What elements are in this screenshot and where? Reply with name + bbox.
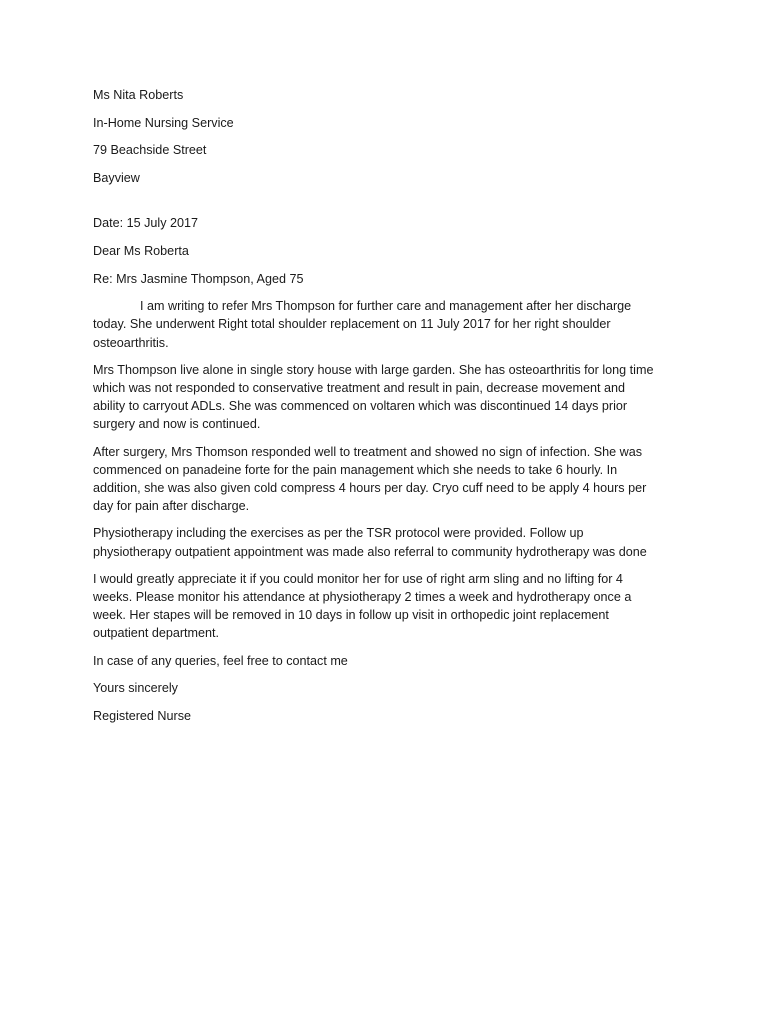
paragraph-line: commenced on panadeine forte for the pain management which she needs to take 6 hourly. In [93,462,618,477]
paragraph-line: Physiotherapy including the exercises as per the TSR protocol were provided. Follow up [93,526,584,541]
closing: Yours sincerely [93,681,178,696]
paragraph-line: physiotherapy outpatient appointment was made also referral to community hydrotherapy was done [93,544,647,559]
paragraph-line: Mrs Thompson live alone in single story house with large garden. She has osteoarthritis for long time [93,362,654,377]
sender-name: Ms Nita Roberts [93,88,184,102]
paragraph-line: I am writing to refer Mrs Thompson for further care and management after her discharge [140,299,632,314]
sender-street: 79 Beachside Street [93,143,207,158]
paragraph-line: outpatient department. [93,626,220,641]
paragraph-history [93,361,683,434]
paragraph-line: day for pain after discharge. [93,499,250,514]
sender-suburb: Bayview [93,170,140,185]
paragraph-post-surgery [93,443,683,516]
paragraph-line: surgery and now is continued. [93,417,261,432]
date-line: Date: 15 July 2017 [93,216,199,231]
re-line: Re: Mrs Jasmine Thompson, Aged 75 [93,271,304,286]
letter-body [93,86,683,734]
paragraph-line: ability to carryout ADLs. She was commenced on voltaren which was discontinued 14 days prior [93,399,628,414]
paragraph-referral [93,297,683,352]
paragraph-line: addition, she was also given cold compress 4 hours per day. Cryo cuff need to be apply 4 hours per [93,480,647,495]
signature: Registered Nurse [93,708,191,723]
spacer [93,196,683,214]
paragraph-line: I would greatly appreciate it if you could monitor her for use of right arm sling and no lifting for 4 [93,571,623,586]
paragraph-line: week. Her stapes will be removed in 10 days in follow up visit in orthopedic joint replacement [93,608,609,623]
paragraph-line: After surgery, Mrs Thomson responded well to treatment and showed no sign of infection. She was [93,444,643,459]
paragraph-line: weeks. Please monitor his attendance at physiotherapy 2 times a week and hydrotherapy once a [93,590,632,604]
paragraph-line: which was not responded to conservative treatment and result in pain, decrease movement and [93,380,626,395]
paragraph-line: today. She underwent Right total shoulder replacement on 11 July 2017 for her right shoulder [93,317,611,332]
contact-line: In case of any queries, feel free to contact me [93,653,348,668]
paragraph-monitoring-request [93,570,683,643]
salutation: Dear Ms Roberta [93,243,189,258]
paragraph-line: osteoarthritis. [93,335,169,350]
paragraph-physiotherapy [93,524,683,560]
sender-organisation: In-Home Nursing Service [93,115,234,130]
